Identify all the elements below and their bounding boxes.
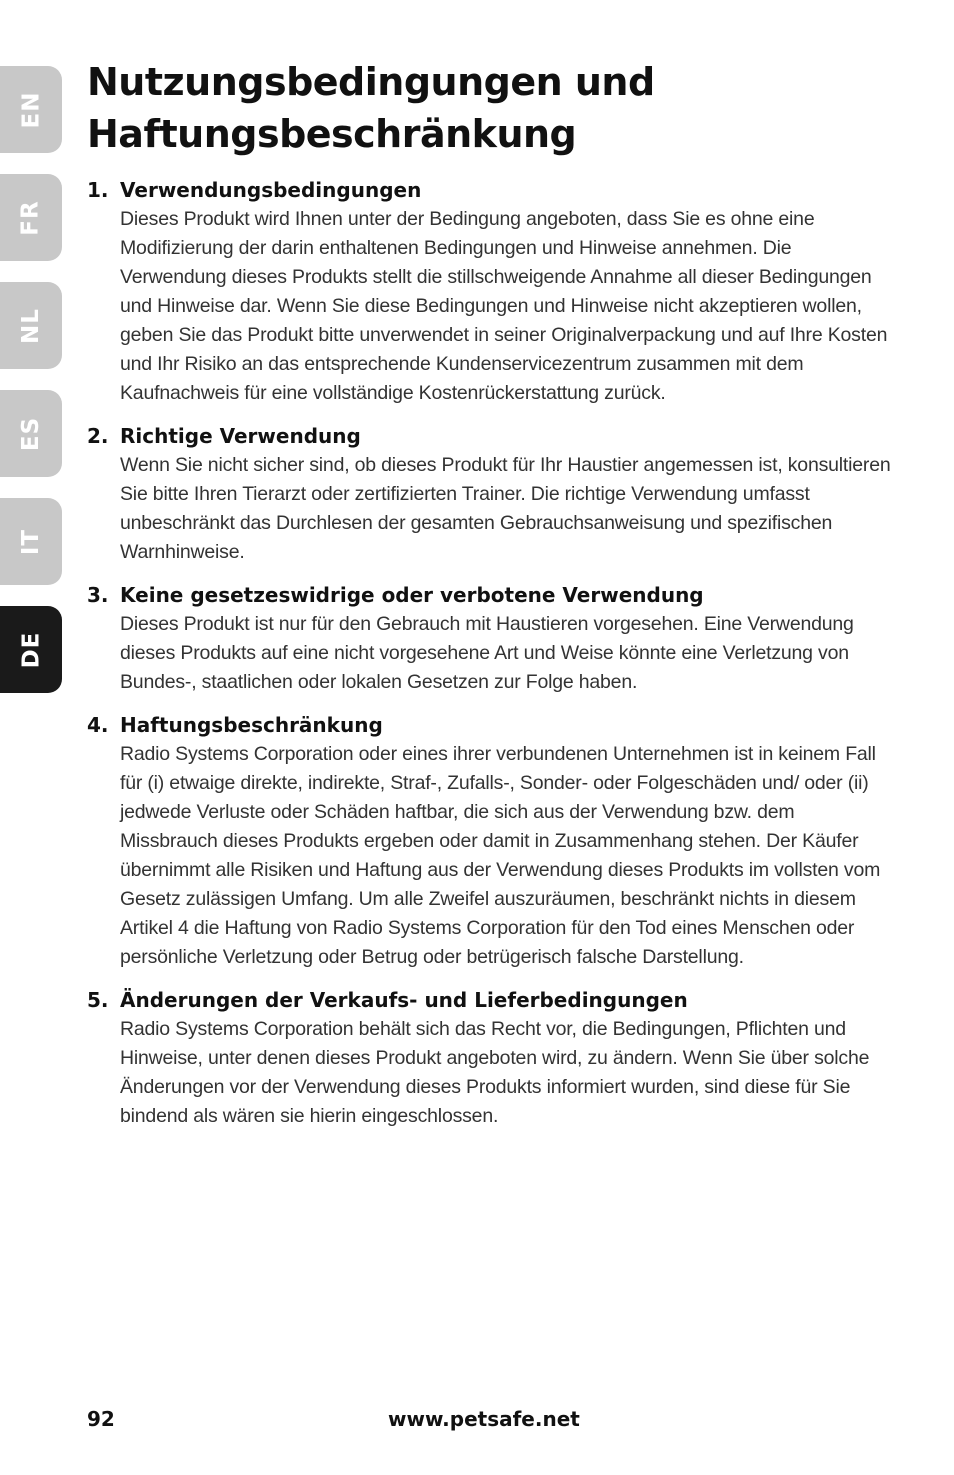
section-number: 1. <box>87 178 109 202</box>
section-number: 5. <box>87 988 109 1012</box>
section-1 <box>87 176 897 408</box>
section-body: Radio Systems Corporation oder eines ihrer verbundenen Unternehmen ist in keinem Fall für (i) etwaige direkte, indirekte, Straf-, Zufalls-, Sonder- oder Folgeschäden und/ oder (ii) jedwede Verluste oder Schäden haftbar, die sich aus der Verwendung bzw. dem Missbrauch dieses Produkts ergeben oder damit in Zusammenhang stehen. Der Käufer übernimmt alle Risiken und Haftung aus der Verwendung dieses Produkts im vollsten vom Gesetz zulässigen Umfang. Um alle Zweifel auszuräumen, beschränkt nichts in diesem Artikel 4 die Haftung von Radio Systems Corporation für den Tod eines Menschen oder persönliche Verletzung oder Betrug oder betrügerisch falsche Darstellung. <box>120 743 881 968</box>
section-heading-text: Verwendungsbedingungen <box>120 178 422 202</box>
language-tab-nl[interactable] <box>0 282 62 369</box>
section-heading <box>87 986 897 1015</box>
main-content <box>87 56 897 1145</box>
section-heading-text: Keine gesetzeswidrige oder verbotene Verwendung <box>120 583 704 607</box>
section-5 <box>87 986 897 1131</box>
section-number: 4. <box>87 713 109 737</box>
language-tab-es[interactable] <box>0 390 62 477</box>
section-number: 3. <box>87 583 109 607</box>
language-tab-label: ES <box>18 416 44 451</box>
section-heading <box>87 422 897 451</box>
section-heading-text: Richtige Verwendung <box>120 424 361 448</box>
section-body: Dieses Produkt wird Ihnen unter der Bedingung angeboten, dass Sie es ohne eine Modifizierung der darin enthaltenen Bedingungen und Hinweise annehmen. Die Verwendung dieses Produkts stellt die stillschweigende Annahme all dieser Bedingungen und Hinweise dar. Wenn Sie diese Bedingungen und Hinweise nicht akzeptieren wollen, geben Sie das Produkt bitte unverwendet in seiner Originalverpackung und auf Ihre Kosten und Ihr Risiko an das entsprechende Kundenservicezentrum zusammen mit dem Kaufnachweis für eine vollständige Kostenrückerstattung zurück. <box>120 208 888 404</box>
section-body: Dieses Produkt ist nur für den Gebrauch mit Haustieren vorgesehen. Eine Verwendung dieses Produkts auf eine nicht vorgesehene Art und Weise könnte eine Verletzung von Bundes-, staatlichen oder lokalen Gesetzen zur Folge haben. <box>120 613 854 693</box>
section-4 <box>87 711 897 972</box>
section-heading <box>87 711 897 740</box>
language-tab-fr[interactable] <box>0 174 62 261</box>
language-tab-it[interactable] <box>0 498 62 585</box>
section-body: Wenn Sie nicht sicher sind, ob dieses Produkt für Ihr Haustier angemessen ist, konsultieren Sie bitte Ihren Tierarzt oder zertifizierten Trainer. Die richtige Verwendung umfasst unbeschränkt das Durchlesen der gesamten Gebrauchsanweisung und spezifischen Warnhinweise. <box>120 454 891 563</box>
section-3 <box>87 581 897 697</box>
language-tab-label: IT <box>18 528 44 555</box>
language-tab-label: DE <box>18 631 44 668</box>
language-tab-label: NL <box>18 307 44 344</box>
language-tab-en[interactable] <box>0 66 62 153</box>
section-body: Radio Systems Corporation behält sich das Recht vor, die Bedingungen, Pflichten und Hinweise, unter denen dieses Produkt angeboten wird, zu ändern. Wenn Sie über solche Änderungen vor der Verwendung dieses Produkts informiert wurden, sind diese für Sie bindend als wären sie hierin eingeschlossen. <box>120 1018 870 1127</box>
page-title-line-2: Haftungsbeschränkung <box>87 112 577 156</box>
language-tab-label: EN <box>18 91 44 128</box>
language-tab-de[interactable] <box>0 606 62 693</box>
page-title <box>87 56 897 160</box>
page-footer <box>87 1407 897 1437</box>
language-tab-label: FR <box>17 199 44 236</box>
section-heading <box>87 176 897 205</box>
website-link[interactable]: www.petsafe.net <box>388 1407 580 1431</box>
section-number: 2. <box>87 424 109 448</box>
section-2 <box>87 422 897 567</box>
section-heading-text: Haftungsbeschränkung <box>120 713 383 737</box>
section-heading-text: Änderungen der Verkaufs- und Lieferbedingungen <box>120 988 688 1012</box>
page-title-line-1: Nutzungsbedingungen und <box>87 60 655 104</box>
page-number: 92 <box>87 1407 115 1431</box>
section-heading <box>87 581 897 610</box>
